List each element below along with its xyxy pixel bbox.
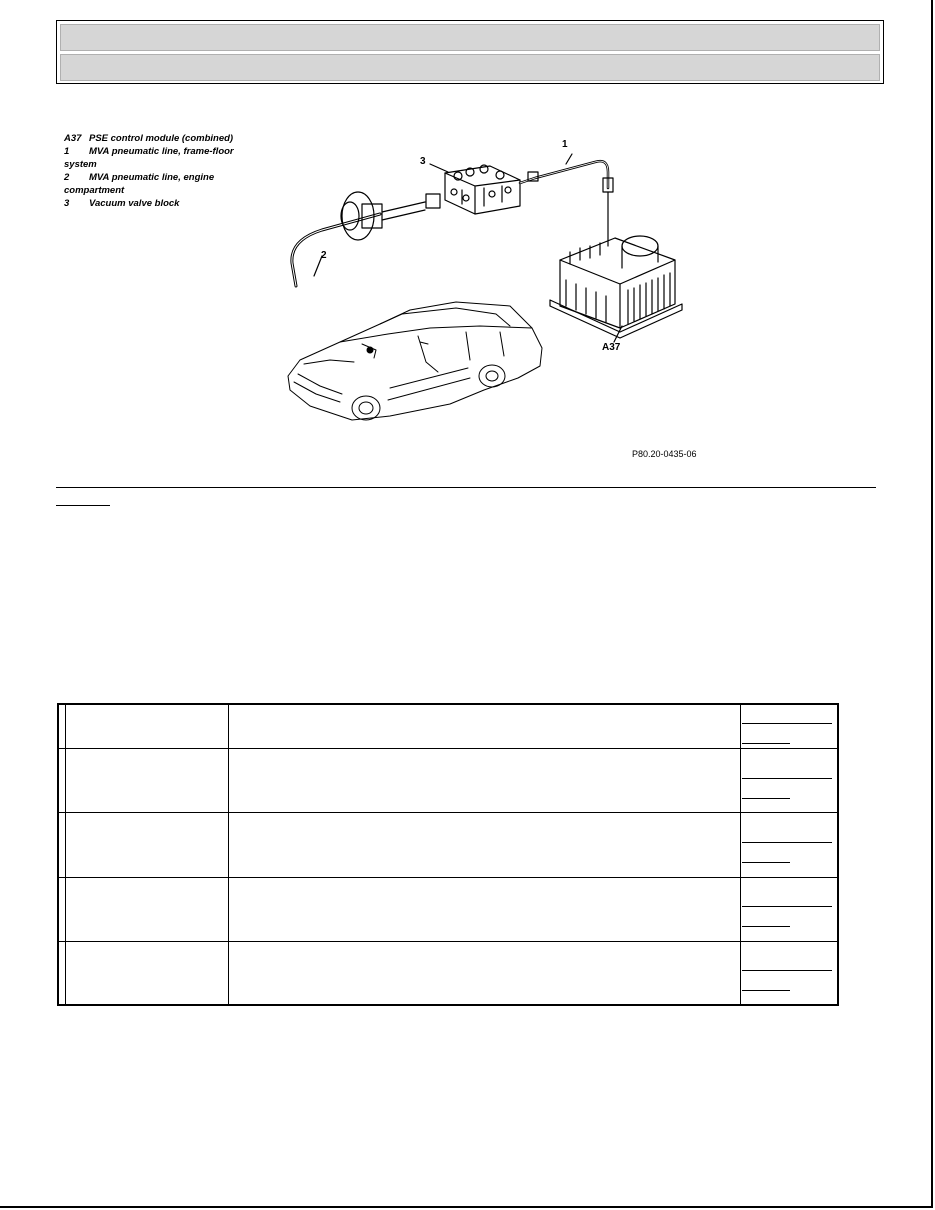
component-diagram [270,128,730,468]
vehicle-outline [288,302,542,420]
figure-code: P80.20-0435-06 [632,449,697,459]
reference-table [57,703,839,1006]
callout-a37: A37 [602,342,621,353]
table-col-divider [740,705,741,1004]
table-border-inner [65,705,66,1004]
table-row-divider [59,941,837,942]
header-title-bar [60,24,880,51]
table-row-link[interactable] [742,798,790,799]
pse-control-module [550,236,682,338]
table-row-divider [59,877,837,878]
callout-1: 1 [562,139,568,150]
legend-item: 1 MVA pneumatic line, frame-floor system [64,146,234,170]
table-row-link[interactable] [742,906,832,907]
section-link[interactable] [56,505,110,506]
callout-3: 3 [420,156,426,167]
table-row-link[interactable] [742,778,832,779]
vacuum-valve-block [445,165,520,214]
table-row-link[interactable] [742,990,790,991]
legend-item: A37 PSE control module (combined) [64,133,234,144]
header-subtitle-bar [60,54,880,81]
table-row-divider [59,748,837,749]
legend-item: 2 MVA pneumatic line, engine compartment [64,172,215,196]
table-row-link[interactable] [742,926,790,927]
table-row-link[interactable] [742,743,790,744]
section-divider [56,487,876,488]
diaphragm-unit [341,192,425,240]
callout-2: 2 [321,250,327,261]
table-row-link[interactable] [742,842,832,843]
header-box [56,20,884,84]
table-row-divider [59,812,837,813]
table-row-link[interactable] [742,862,790,863]
pneumatic-line-1 [520,161,608,188]
legend-item: 3 Vacuum valve block [64,198,180,209]
table-row-link[interactable] [742,723,832,724]
pneumatic-line-2 [292,214,380,286]
table-col-divider [228,705,229,1004]
table-row-link[interactable] [742,970,832,971]
figure-legend [64,132,254,210]
